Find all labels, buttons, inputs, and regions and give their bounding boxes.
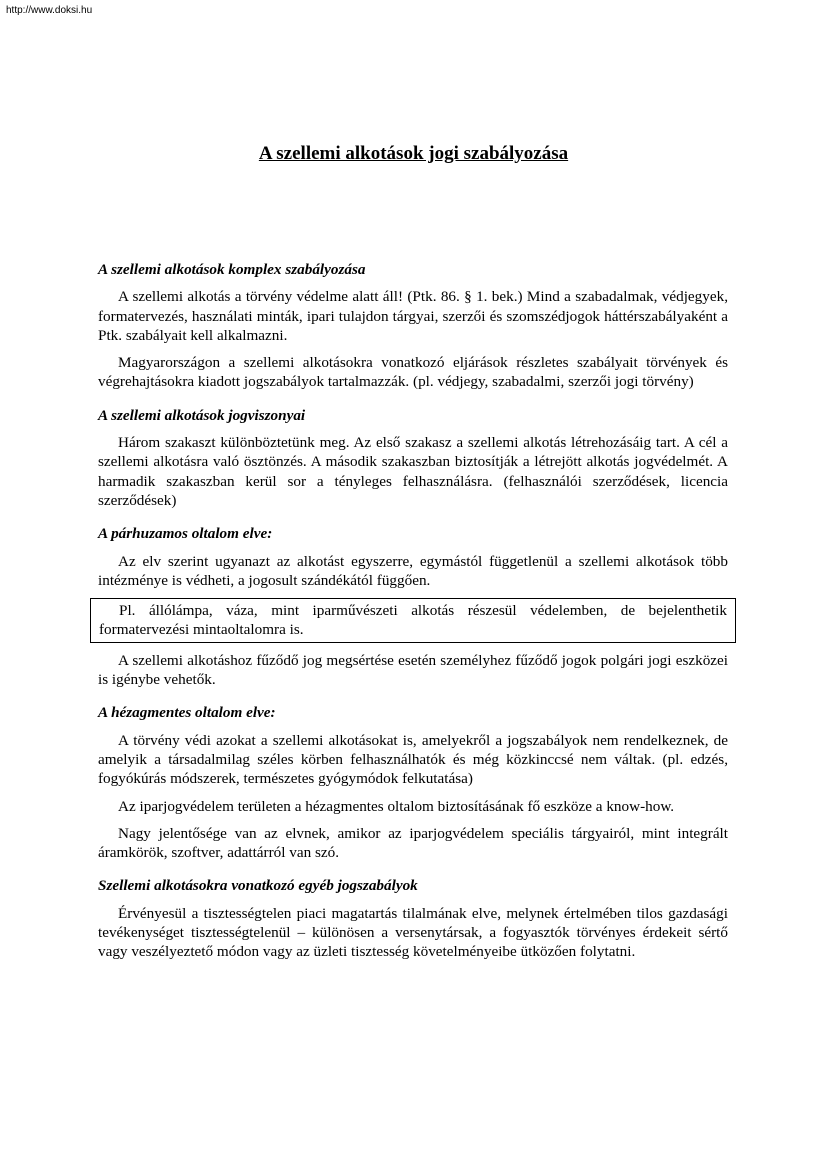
- paragraph: Három szakaszt különböztetünk meg. Az első szakasz a szellemi alkotás létrehozásáig tart. A cél a szellemi alkotásra való ösztönzés. A második szakaszban biztosítják a létrejött alkotás jogvédelmét. A harmadik szakaszban kerül sor a tényleges felhasználásra. (felhasználói szerződések, licencia szerződések): [98, 434, 728, 509]
- paragraph: A szellemi alkotáshoz fűződő jog megsértése esetén személyhez fűződő jogok polgári jogi eszközei is igénybe vehetők.: [98, 651, 728, 689]
- paragraph: A szellemi alkotás a törvény védelme alatt áll! (Ptk. 86. § 1. bek.) Mind a szabadalmak, védjegyek, formatervezés, használati minták, ipari tulajdon tárgyai, szerzői és szomszédjogok háttérszabályaként a Ptk. szabályait kell alkalmazni.: [98, 288, 728, 344]
- section-heading: A párhuzamos oltalom elve:: [98, 525, 273, 543]
- section-parallel-protection: [98, 524, 728, 689]
- paragraph: Az elv szerint ugyanazt az alkotást egyszerre, egymástól függetlenül a szellemi alkotások több intézménye is védheti, a jogosult szándékától függően.: [98, 552, 728, 589]
- page-title: A szellemi alkotások jogi szabályozása: [258, 143, 569, 164]
- section-heading: A szellemi alkotások jogviszonyai: [98, 406, 306, 424]
- example-box: [90, 598, 736, 643]
- example-paragraph: Pl. állólámpa, váza, mint iparművészeti alkotás részesül védelemben, de bejelenthetik formatervezési mintaoltalomra is.: [99, 602, 727, 639]
- document-body: [98, 260, 728, 962]
- section-other-regulations: [98, 876, 728, 961]
- section-legal-relations: [98, 406, 728, 510]
- paragraph: Nagy jelentősége van az elvnek, amikor az iparjogvédelem speciális tárgyairól, mint integrált áramkörök, szoftver, adattárról van szó.: [98, 824, 728, 862]
- paragraph: Érvényesül a tisztességtelen piaci magatartás tilalmának elve, melynek értelmében tilos gazdasági tevékenységet tisztességtelenül – különösen a versenytársak, a fogyasztók törvényes érdekeit sértő vagy veszélyeztető módon vagy az üzleti tisztesség követelményeibe ütközően folytatni.: [98, 904, 728, 961]
- source-url[interactable]: http://www.doksi.hu: [6, 5, 93, 16]
- paragraph: Magyarországon a szellemi alkotásokra vonatkozó eljárások részletes szabályait törvények és végrehajtásokra kiadott jogszabályok tartalmazzák. (pl. védjegy, szabadalmi, szerzői jogi törvény): [98, 354, 728, 391]
- paragraph: Az iparjogvédelem területen a hézagmentes oltalom biztosításának fő eszköze a know-how.: [118, 797, 675, 815]
- section-gapless-protection: [98, 703, 728, 862]
- paragraph: A törvény védi azokat a szellemi alkotásokat is, amelyekről a jogszabályok nem rendelkeznek, de amelyik a társadalmilag széles körben felhasználhatók és még közkinccsé nem váltak. (pl. edzés, fogyókúrás módszerek, természetes gyógymódok felkutatása): [98, 731, 728, 788]
- section-heading: A szellemi alkotások komplex szabályozása: [98, 261, 366, 278]
- section-heading: Szellemi alkotásokra vonatkozó egyéb jogszabályok: [98, 877, 418, 895]
- section-complex-regulation: [98, 260, 728, 392]
- section-heading: A hézagmentes oltalom elve:: [98, 704, 276, 722]
